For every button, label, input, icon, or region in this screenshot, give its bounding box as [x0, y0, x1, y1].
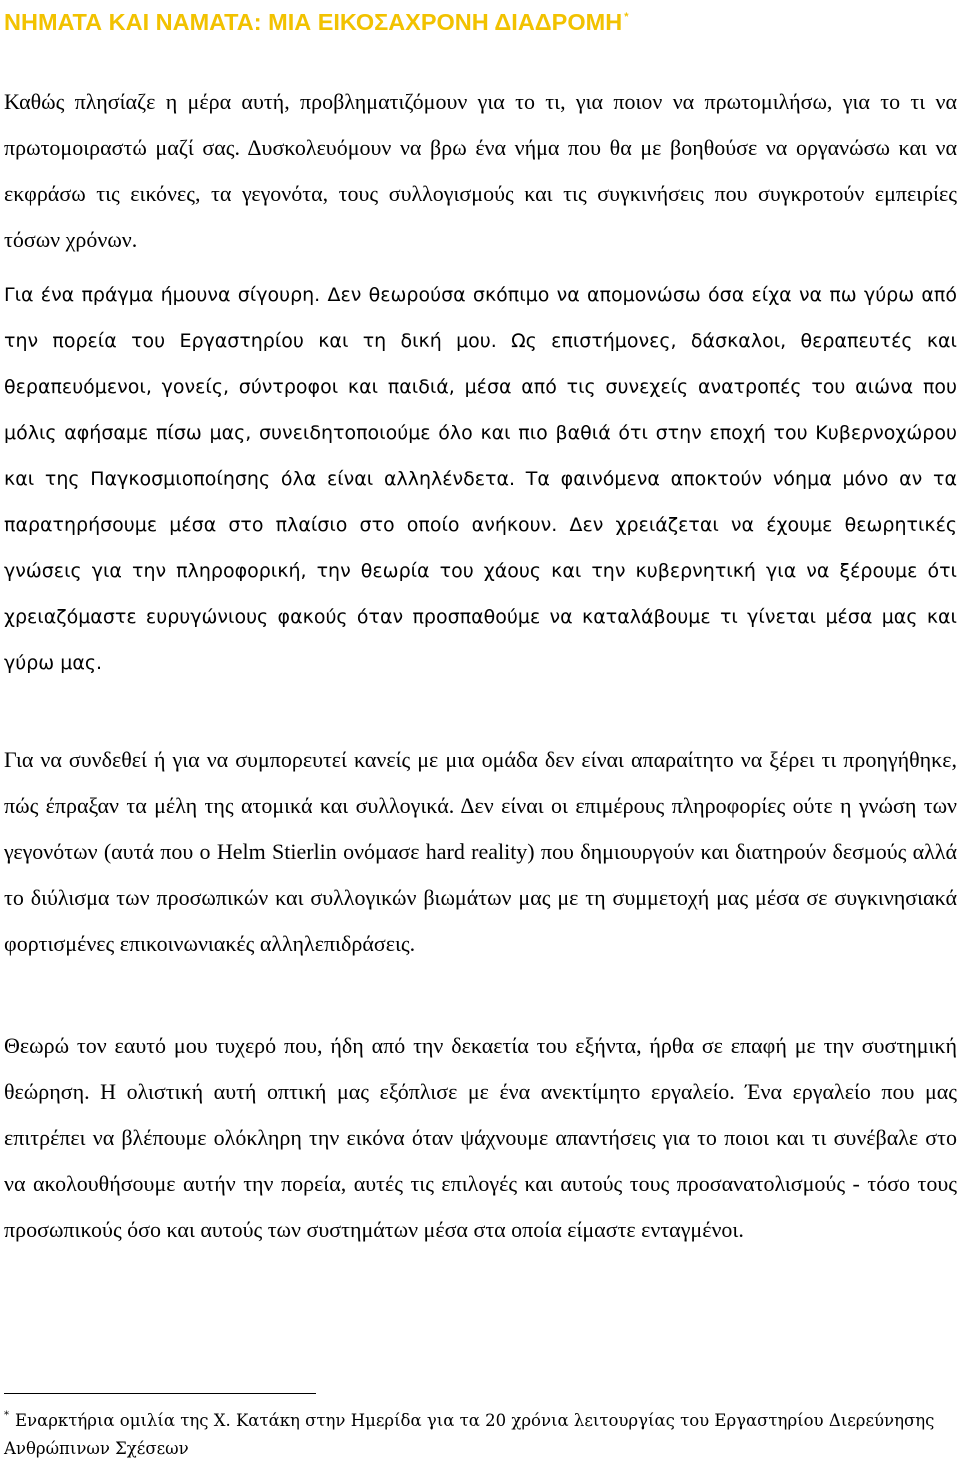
paragraph-1: Καθώς πλησίαζε η μέρα αυτή, προβληματιζόμουν για το τι, για ποιον να πρωτομιλήσω, για το τι να πρωτομοιραστώ μαζί σας. Δυσκολευόμουν να βρω ένα νήμα που θα με βοηθούσε να οργανώσω και να εκφράσω τις εικόνες, τα γεγονότα, τους συλλογισμούς και τις συγκινήσεις που συγκροτούν εμπειρίες τόσων χρόνων. [4, 89, 957, 252]
title-text: ΝΗΜΑΤΑ ΚΑΙ ΝΑΜΑΤΑ: ΜΙΑ ΕΙΚΟΣΑΧΡΟΝΗ ΔΙΑΔΡΟΜΗ [4, 9, 623, 35]
document-title [4, 2, 954, 37]
paragraph-4: Θεωρώ τον εαυτό μου τυχερό που, ήδη από την δεκαετία του εξήντα, ήρθα σε επαφή με την συστημική θεώρηση. Η ολιστική αυτή οπτική μας εξόπλισε με ένα ανεκτίμητο εργαλείο. Ένα εργαλείο που μας επιτρέπει να βλέπουμε ολόκληρη την εικόνα όταν ψάχνουμε απαντήσεις για το ποιοι και τι συνέβαλε στο να ακολουθήσουμε αυτήν την πορεία, αυτές τις επιλογές και αυτούς τους προσανατολισμούς - τόσο τους προσωπικούς όσο και αυτούς των συστημάτων μέσα στα οποία είμαστε ενταγμένοι. [4, 1033, 957, 1242]
footnote-marker: * [4, 1410, 9, 1421]
footnote-text: Εναρκτήρια ομιλία της Χ. Κατάκη στην Ημερίδα για τα 20 χρόνια λειτουργίας του Εργαστηρίου Διερεύνησης Ανθρώπινων Σχέσεων [4, 1411, 935, 1458]
footnote-divider [4, 1393, 316, 1394]
footnote [4, 1402, 957, 1463]
paragraph-3: Για να συνδεθεί ή για να συμπορευτεί κανείς με μια ομάδα δεν είναι απαραίτητο να ξέρει τι προηγήθηκε, πώς έπραξαν τα μέλη της ατομικά και συλλογικά. Δεν είναι οι επιμέρους πληροφορίες ούτε η γνώση των γεγονότων (αυτά που ο Helm Stierlin ονόμασε hard reality) που δημιουργούν και διατηρούν δεσμούς αλλά το διύλισμα των προσωπικών και συλλογικών βιωμάτων μας με τη συμμετοχή μας μέσα σε συγκινησιακά φορτισμένες επικοινωνιακές αλληλεπιδράσεις. [4, 747, 957, 956]
title-footnote-marker: * [624, 11, 629, 23]
paragraph-2: Για ένα πράγμα ήμουνα σίγουρη. Δεν θεωρούσα σκόπιμο να απομονώσω όσα είχα να πω γύρω από την πορεία του Εργαστηρίου και τη δική μου. Ως επιστήμονες, δάσκαλοι, θεραπευτές και θεραπευόμενοι, γονείς, σύντροφοι και παιδιά, μέσα από τις συνεχείς ανατροπές του αιώνα που μόλις αφήσαμε πίσω μας, συνειδητοποιούμε όλο και πιο βαθιά ότι στην εποχή του Κυβερνοχώρου και της Παγκοσμιοποίησης όλα είναι αλληλένδετα. Τα φαινόμενα αποκτούν νόημα μόνο αν τα παρατηρήσουμε μέσα στο πλαίσιο στο οποίο ανήκουν. Δεν χρειάζεται να έχουμε θεωρητικές γνώσεις για την πληροφορική, την θεωρία του χάους και την κυβερνητική για να ξέρουμε ότι χρειαζόμαστε ευρυγώνιους φακούς όταν προσπαθούμε να καταλάβουμε τι γίνεται μέσα μας και γύρω μας. [4, 284, 957, 674]
